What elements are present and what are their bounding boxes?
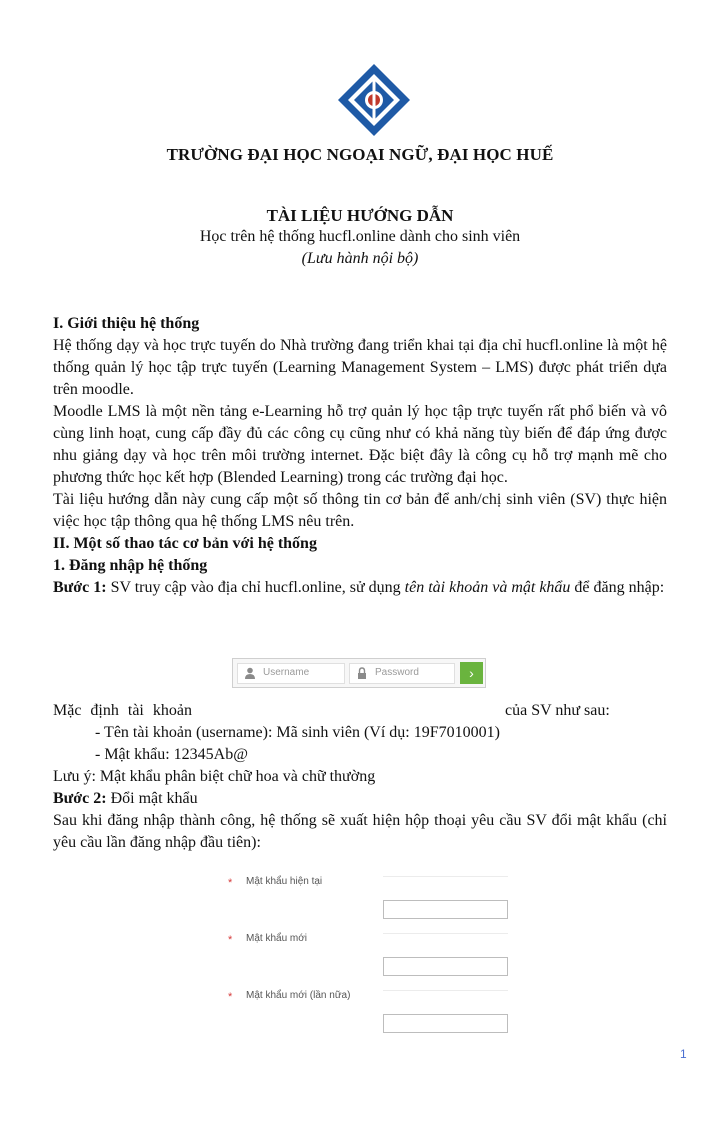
lock-icon xyxy=(357,667,367,680)
new-password-row xyxy=(228,933,508,987)
repeat-password-input[interactable] xyxy=(383,1014,508,1033)
section-1-paragraph-1: Hệ thống dạy và học trực tuyến do Nhà trường đang triển khai tại địa chỉ hucfl.online là một hệ thống quản lý học tập trực tuyến (Learning Management System – LMS) được phát triển dựa trên moodle. xyxy=(53,337,667,398)
section-2-body xyxy=(53,700,667,854)
required-mark: * xyxy=(228,877,233,889)
step-2-paragraph xyxy=(53,788,667,810)
section-1-paragraph-3: Tài liệu hướng dẫn này cung cấp một số thông tin cơ bản để anh/chị sinh viên (SV) thực hiện việc học tập thông qua hệ thống LMS nêu trên. xyxy=(53,491,667,530)
password-input[interactable] xyxy=(349,663,455,684)
required-mark: * xyxy=(228,934,233,946)
password-placeholder: Password xyxy=(375,667,419,678)
username-placeholder: Username xyxy=(263,667,310,678)
step-1-paragraph xyxy=(53,577,667,599)
step-2-label: Bước 2: xyxy=(53,790,107,807)
step-2-text: Đổi mật khẩu xyxy=(106,790,198,807)
repeat-password-label: Mật khẩu mới (lần nữa) xyxy=(246,990,351,1001)
page-number: 1 xyxy=(680,1047,687,1061)
required-mark: * xyxy=(228,991,233,1003)
divider xyxy=(383,933,508,934)
section-2-heading: II. Một số thao tác cơ bản với hệ thống xyxy=(53,535,317,552)
divider xyxy=(383,876,508,877)
school-name: TRƯỜNG ĐẠI HỌC NGOẠI NGỮ, ĐẠI HỌC HUẾ xyxy=(166,145,554,164)
default-account-left: Mặc định tài khoản xyxy=(53,702,192,719)
login-widget xyxy=(232,658,486,688)
current-password-label: Mật khẩu hiện tại xyxy=(246,876,323,887)
step-1-text-end: để đăng nhập: xyxy=(570,579,665,596)
new-password-input[interactable] xyxy=(383,957,508,976)
section-1-heading: I. Giới thiệu hệ thống xyxy=(53,315,200,332)
bullet-password: - Mật khẩu: 12345Ab@ xyxy=(95,746,248,763)
default-account-line xyxy=(53,700,667,722)
new-password-label: Mật khẩu mới xyxy=(246,933,308,944)
step-1-italic: tên tài khoản và mật khẩu xyxy=(404,579,571,596)
current-password-row xyxy=(228,876,508,930)
login-submit-button[interactable]: › xyxy=(460,662,483,684)
document-title: TÀI LIỆU HƯỚNG DẪN xyxy=(266,206,454,225)
default-account-right: của SV như sau: xyxy=(505,702,610,719)
university-logo xyxy=(336,62,412,138)
step-1-label: Bước 1: xyxy=(53,579,107,596)
user-icon xyxy=(245,667,255,680)
document-circulation-note: (Lưu hành nội bộ) xyxy=(301,250,419,267)
case-sensitive-note: Lưu ý: Mật khẩu phân biệt chữ hoa và chữ thường xyxy=(53,768,376,785)
section-1 xyxy=(53,313,667,599)
divider xyxy=(383,990,508,991)
subsection-login-heading: 1. Đăng nhập hệ thống xyxy=(53,557,208,574)
username-input[interactable] xyxy=(237,663,345,684)
document-subtitle: Học trên hệ thống hucfl.online dành cho sinh viên xyxy=(199,228,521,245)
current-password-input[interactable] xyxy=(383,900,508,919)
change-password-form xyxy=(228,876,508,1036)
bullet-username: - Tên tài khoản (username): Mã sinh viên (Ví dụ: 19F7010001) xyxy=(95,724,500,741)
repeat-password-row xyxy=(228,990,508,1044)
section-1-paragraph-2: Moodle LMS là một nền tảng e-Learning hỗ trợ quản lý học tập trực tuyến rất phổ biến và vô cùng linh hoạt, cung cấp đầy đủ các công cụ cũng như có khả năng tùy biến để đáp ứng được nhu giảng dạy và học trên môi trường internet. Đặc biệt đây là công cụ hỗ trợ mạnh mẽ cho phương thức học kết hợp (Blended Learning) trong các trường đại học. xyxy=(53,403,667,486)
step-2-description: Sau khi đăng nhập thành công, hệ thống sẽ xuất hiện hộp thoại yêu cầu SV đổi mật khẩu (chỉ yêu cầu lần đăng nhập đầu tiên): xyxy=(53,812,667,851)
step-1-text: SV truy cập vào địa chỉ hucfl.online, sử dụng xyxy=(106,579,405,596)
